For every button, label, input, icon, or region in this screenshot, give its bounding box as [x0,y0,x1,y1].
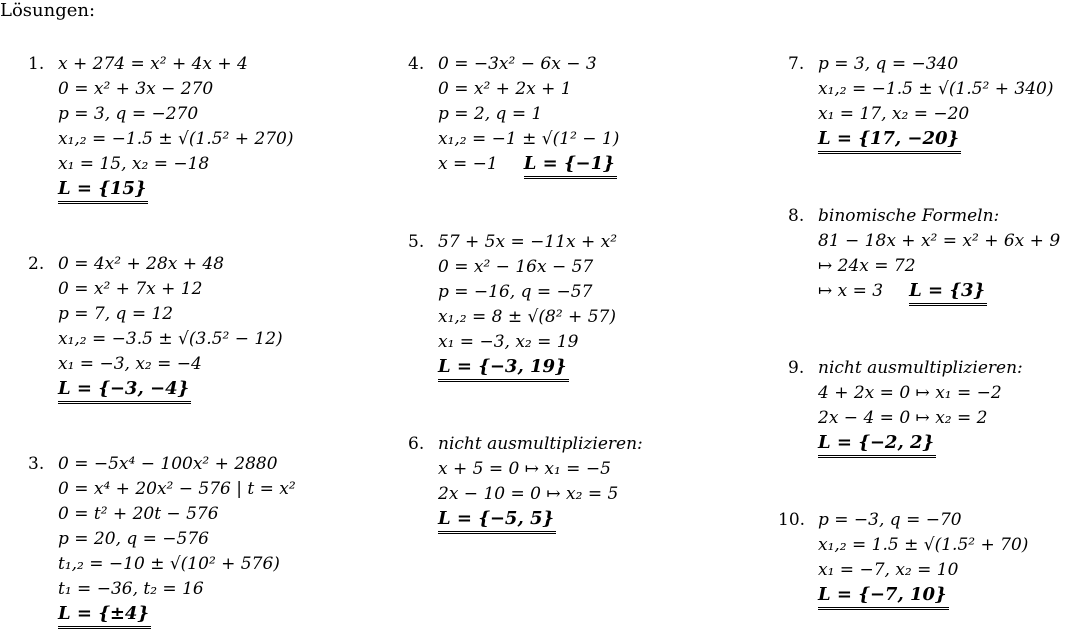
equation-line: x₁,₂ = 1.5 ± √(1.5² + 70) [818,535,1029,555]
equation-line: x₁,₂ = −3.5 ± √(3.5² − 12) [58,329,283,349]
equation-line: binomische Formeln: [818,206,1000,226]
item-number: 3. [28,454,45,474]
equation-line: x₁ = −3, x₂ = −4 [58,354,202,374]
equation-line: x₁,₂ = −1.5 ± √(1.5² + 340) [818,79,1054,99]
equation-line: 81 − 18x + x² = x² + 6x + 9 [818,231,1061,251]
item-number: 1. [28,54,45,74]
item-number: 10. [778,510,806,530]
equation-line: 0 = x² + 7x + 12 [58,279,203,299]
item-lines [58,252,283,402]
solution-set: L = {−3, −4} [58,378,191,404]
item-number: 7. [788,54,805,74]
equation-line: 0 = x² + 2x + 1 [438,79,572,99]
solution-set: L = {±4} [58,603,151,629]
equation-line: 0 = −3x² − 6x − 3 [438,54,597,74]
item-lines [438,230,617,380]
equation-line: 57 + 5x = −11x + x² [438,232,618,252]
solution-set: L = {−3, 19} [438,356,569,382]
equation-line: p = 7, q = 12 [58,304,174,324]
equation-line: x₁ = 15, x₂ = −18 [58,154,210,174]
equation-line: x₁ = −7, x₂ = 10 [818,560,959,580]
equation-line: t₁ = −36, t₂ = 16 [58,579,204,599]
item-lines [438,52,619,177]
item-number: 9. [788,358,805,378]
item-number: 6. [408,434,425,454]
item-lines [438,432,643,532]
item-lines [818,356,1023,456]
equation-line: 0 = −5x⁴ − 100x² + 2880 [58,454,278,474]
item-lines [818,508,1028,608]
equation-line: x = −1 [438,154,498,174]
equation-line: p = 2, q = 1 [438,104,543,124]
item-lines [818,52,1053,152]
equation-line: x₁ = 17, x₂ = −20 [818,104,970,124]
page-heading: Lösungen: [0,0,96,21]
equation-line: ↦ x = 3 [818,281,884,301]
equation-line: x₁,₂ = −1 ± √(1² − 1) [438,129,620,149]
equation-line: p = −16, q = −57 [438,282,593,302]
solution-set: L = {15} [58,178,148,204]
equation-line: x + 274 = x² + 4x + 4 [58,54,248,74]
equation-line: 0 = 4x² + 28x + 48 [58,254,225,274]
equation-line: x₁,₂ = 8 ± √(8² + 57) [438,307,616,327]
equation-line: 0 = t² + 20t − 576 [58,504,219,524]
equation-line: nicht ausmultiplizieren: [438,434,643,454]
equation-line: p = 20, q = −576 [58,529,209,549]
solution-set: L = {−2, 2} [818,432,936,458]
item-number: 5. [408,232,425,252]
equation-line: 0 = x² − 16x − 57 [438,257,594,277]
equation-line: p = −3, q = −70 [818,510,962,530]
solution-set: L = {−1} [524,153,617,179]
item-lines [818,204,1060,304]
equation-line: ↦ 24x = 72 [818,256,916,276]
equation-line: 4 + 2x = 0 ↦ x₁ = −2 [818,383,1002,403]
equation-line: 2x − 10 = 0 ↦ x₂ = 5 [438,484,619,504]
item-number: 8. [788,206,805,226]
equation-line: nicht ausmultiplizieren: [818,358,1023,378]
equation-line: x₁,₂ = −1.5 ± √(1.5² + 270) [58,129,294,149]
solution-set: L = {3} [909,280,987,306]
solution-set: L = {17, −20} [818,128,961,154]
item-number: 4. [408,54,425,74]
item-lines [58,52,293,202]
item-number: 2. [28,254,45,274]
equation-line: x₁ = −3, x₂ = 19 [438,332,579,352]
equation-line: 2x − 4 = 0 ↦ x₂ = 2 [818,408,988,428]
equation-line: p = 3, q = −340 [818,54,959,74]
equation-line: p = 3, q = −270 [58,104,199,124]
equation-line: x + 5 = 0 ↦ x₁ = −5 [438,459,611,479]
equation-line: t₁,₂ = −10 ± √(10² + 576) [58,554,280,574]
item-lines [58,452,296,627]
equation-line: 0 = x² + 3x − 270 [58,79,214,99]
solution-set: L = {−5, 5} [438,508,556,534]
equation-line: 0 = x⁴ + 20x² − 576 | t = x² [58,479,296,499]
solution-set: L = {−7, 10} [818,584,949,610]
